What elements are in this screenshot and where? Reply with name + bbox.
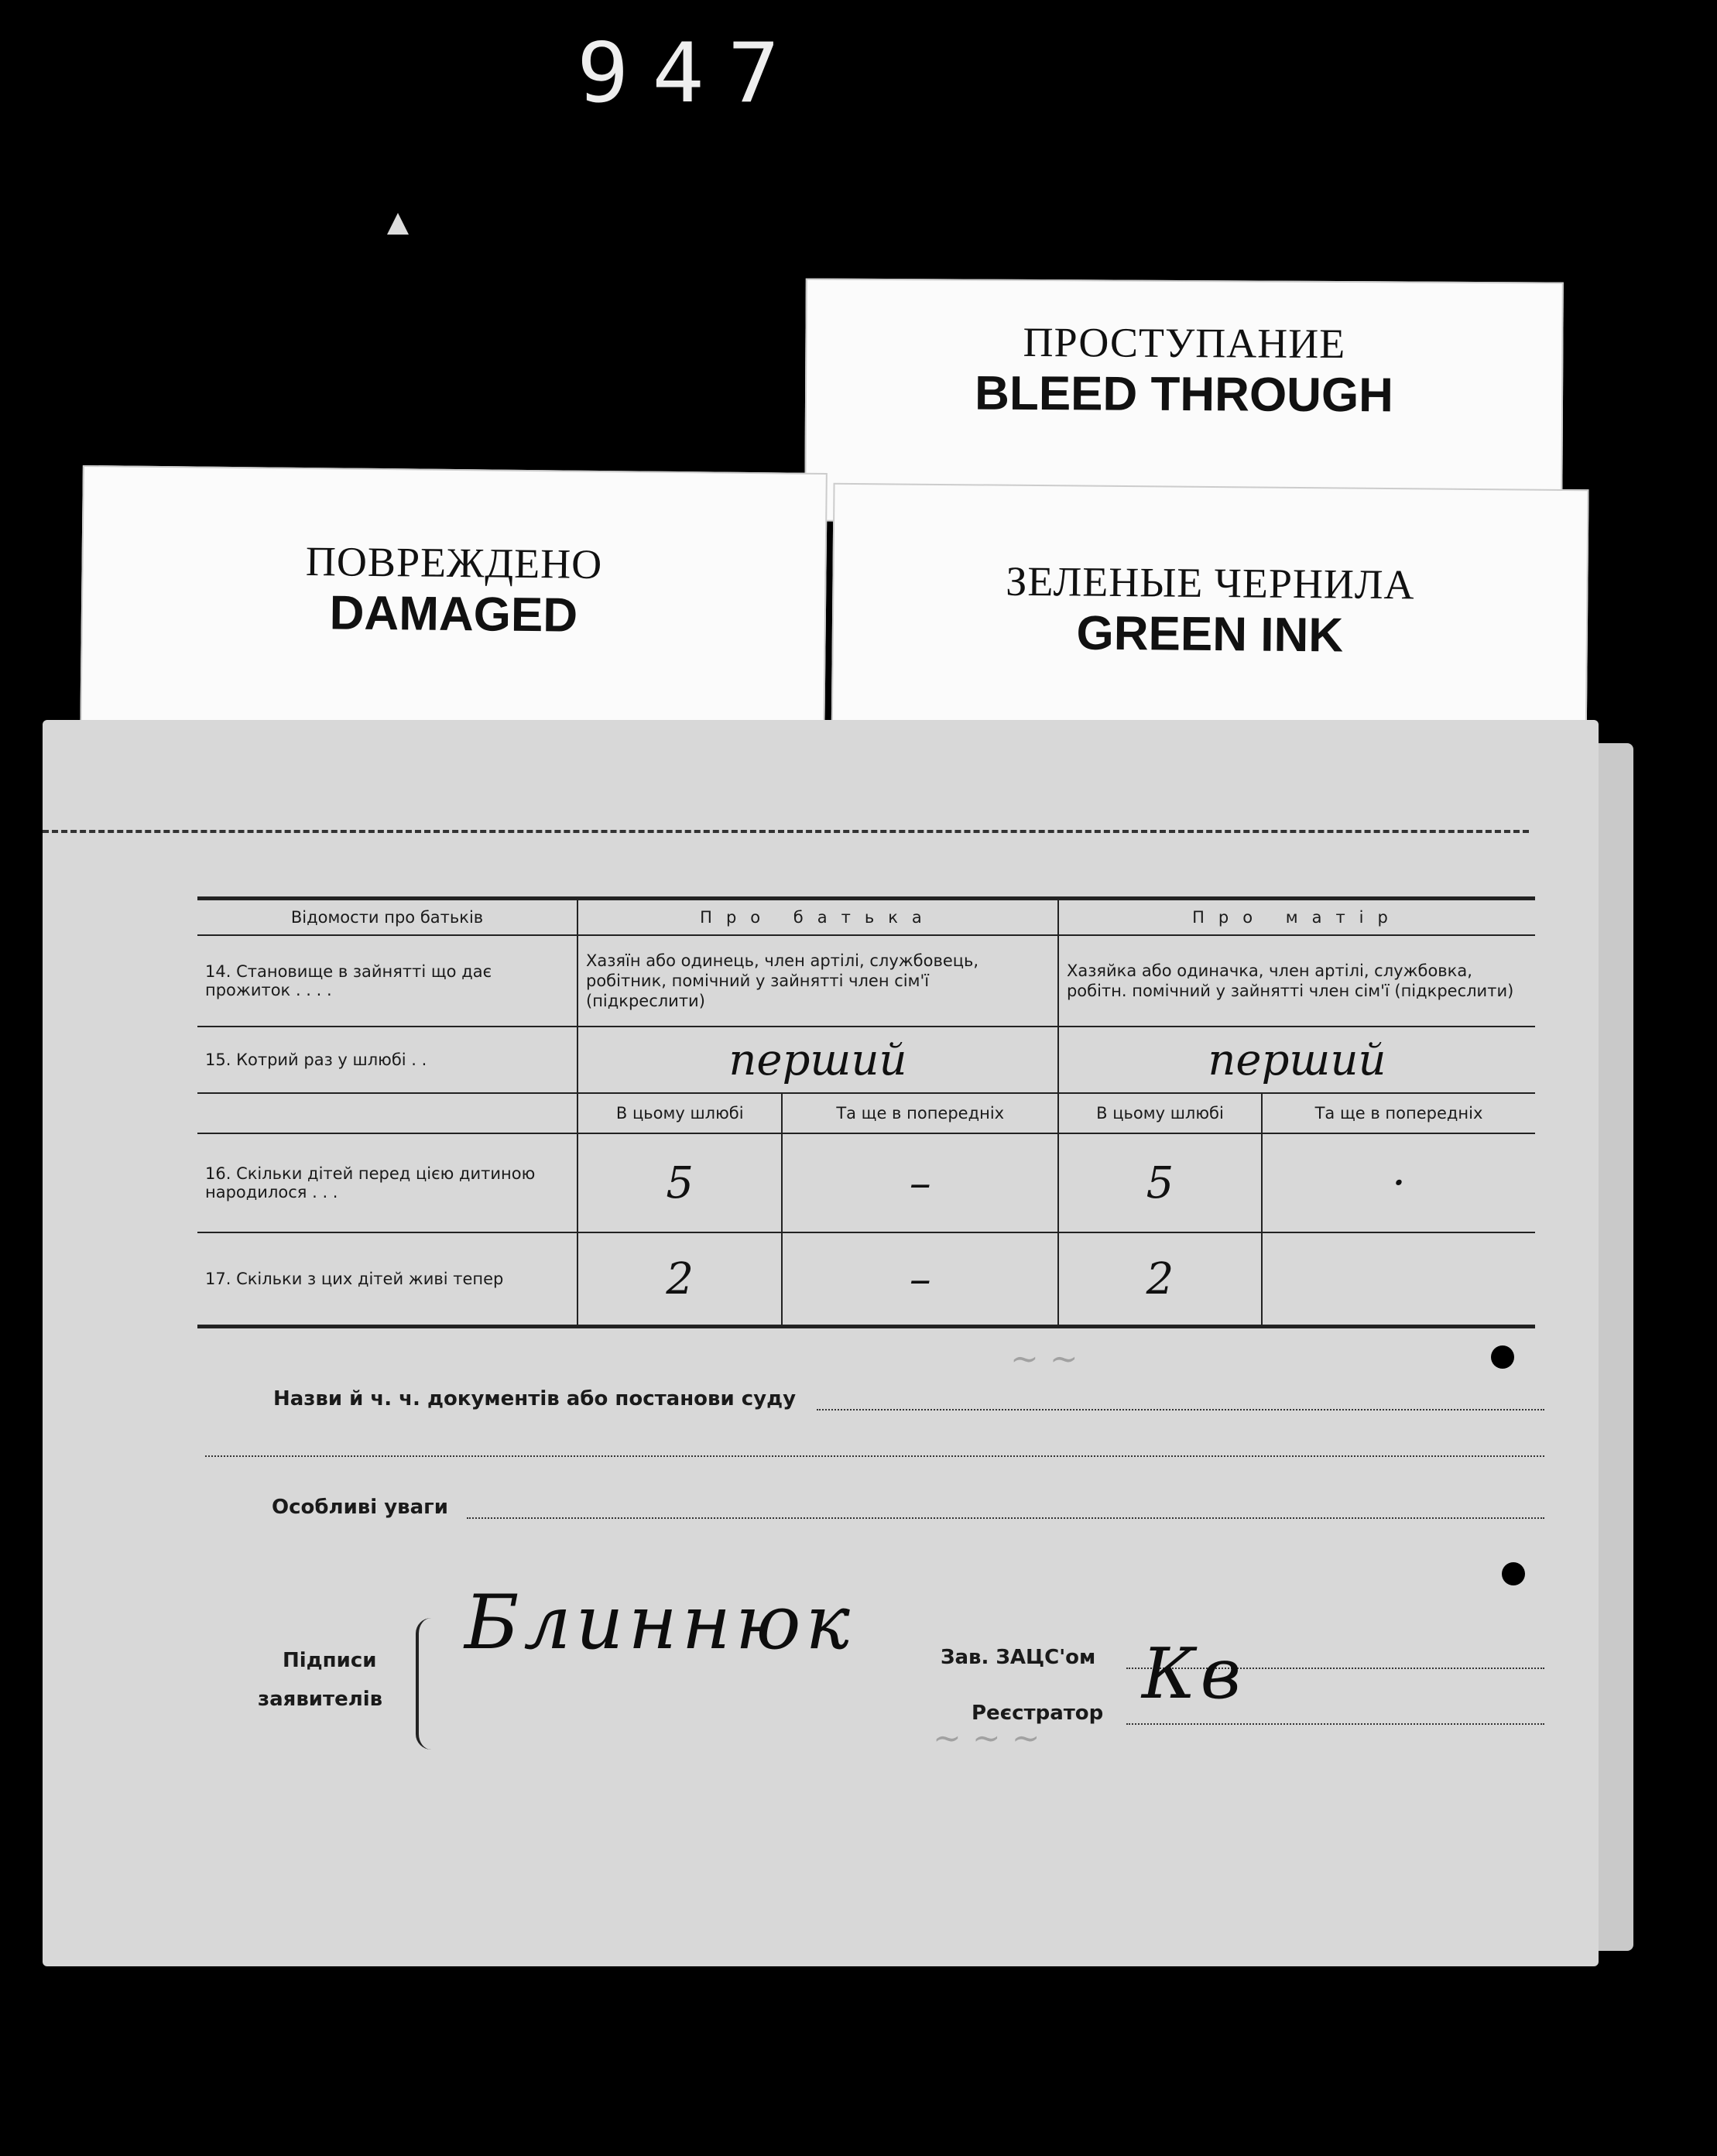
row15-dots: . . (411, 1051, 427, 1069)
green-ink-en: GREEN INK (1076, 606, 1344, 663)
registrar-line (1126, 1723, 1544, 1725)
damaged-card (80, 465, 828, 751)
row15-label-text: 15. Котрий раз у шлюбі (205, 1051, 406, 1069)
row16-father-this: 5 (577, 1133, 782, 1232)
documents-label: Назви й ч. ч. документів або постанови суду (273, 1387, 797, 1410)
applicant-signature: Блиннюк (464, 1579, 855, 1666)
row17-father-this: 2 (577, 1232, 782, 1327)
notes-label: Особливі уваги (272, 1496, 448, 1519)
row16-dots: . . . (312, 1183, 338, 1201)
registrar-signature: Кв (1142, 1633, 1246, 1715)
row16-father-prev: – (782, 1133, 1057, 1232)
parents-table (197, 896, 1535, 1328)
bleed-trace-2: ~ ~ ~ (933, 1719, 1040, 1758)
row17-mother-prev (1262, 1232, 1535, 1327)
row-15 (197, 1027, 1535, 1093)
row14-dots: . . . . (295, 981, 332, 999)
row14-father-options: Хазяїн або одинець, член артілі, службовець, робітник, помічний у зайнятті член сім'ї (підкреслити) (577, 935, 1058, 1027)
subheader-father-prev: Та ще в попередніх (782, 1093, 1057, 1133)
row16-label-text: 16. Скільки дітей перед цією дитиною народилося (205, 1164, 536, 1201)
row17-label: 17. Скільки з цих дітей живі тепер (197, 1232, 577, 1327)
record-sheet (43, 720, 1599, 1966)
punch-hole-1 (1491, 1345, 1514, 1369)
green-ink-ru: ЗЕЛЕНЫЕ ЧЕРНИЛА (1006, 557, 1415, 608)
row-17 (197, 1232, 1535, 1327)
head-of-registry-label: Зав. ЗАЦС'ом (941, 1646, 1096, 1669)
subheader-row (197, 1093, 1535, 1133)
header-mother: Про матір (1058, 899, 1535, 936)
film-speck (387, 213, 409, 235)
documents-line-1 (817, 1409, 1544, 1410)
row16-mother-prev: · (1262, 1133, 1535, 1232)
row15-label (197, 1027, 577, 1093)
documents-line-2 (205, 1455, 1544, 1457)
table-header-row (197, 899, 1535, 936)
row16-label (197, 1133, 577, 1232)
damaged-en: DAMAGED (329, 586, 578, 643)
green-ink-card (831, 483, 1588, 760)
bleed-through-ru: ПРОСТУПАНИЕ (1023, 318, 1346, 368)
notes-line (467, 1517, 1544, 1519)
row-16 (197, 1133, 1535, 1232)
registrar-label: Реєстратор (972, 1702, 1104, 1725)
row14-label-text: 14. Становище в зайнятті що дає прожиток (205, 962, 492, 999)
subheader-father-this: В цьому шлюбі (577, 1093, 782, 1133)
row14-mother-options: Хазяйка або одиначка, член артілі, службовка, робітн. помічний у зайнятті член сім'ї (підкреслити) (1058, 935, 1535, 1027)
subheader-empty (197, 1093, 577, 1133)
bleed-through-en: BLEED THROUGH (974, 366, 1394, 423)
signatures-label-2: заявителів (258, 1688, 383, 1711)
damaged-ru: ПОВРЕЖДЕНО (305, 537, 603, 588)
header-father: Про батька (577, 899, 1058, 936)
row15-mother-value: перший (1058, 1027, 1535, 1093)
header-parents-info: Відомости про батьків (197, 899, 577, 936)
signatures-label-1: Підписи (283, 1649, 377, 1672)
subheader-mother-prev: Та ще в попередніх (1262, 1093, 1535, 1133)
row16-mother-this: 5 (1058, 1133, 1262, 1232)
row17-father-prev: – (782, 1232, 1057, 1327)
bleed-trace-1: ~ ~ (1010, 1339, 1078, 1379)
row17-mother-this: 2 (1058, 1232, 1262, 1327)
subheader-mother-this: В цьому шлюбі (1058, 1093, 1262, 1133)
row14-label (197, 935, 577, 1027)
frame-number: 947 (577, 26, 804, 122)
row-14 (197, 935, 1535, 1027)
punch-hole-2 (1502, 1562, 1525, 1585)
signatures-brace (416, 1618, 434, 1750)
row15-father-value: перший (577, 1027, 1058, 1093)
perforation-line (43, 830, 1529, 833)
